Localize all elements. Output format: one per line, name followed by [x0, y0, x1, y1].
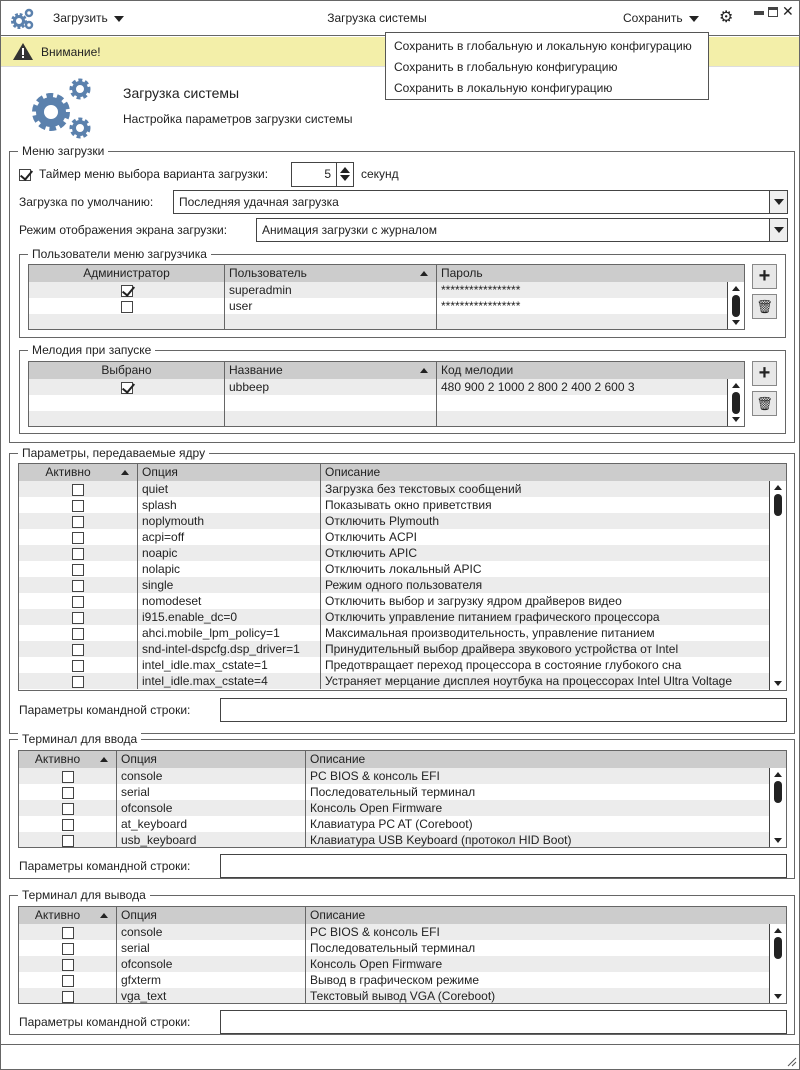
timer-unit: секунд	[361, 167, 399, 181]
table-cell: nomodeset	[137, 593, 320, 609]
row-checkbox[interactable]	[72, 484, 84, 496]
scroll-thumb[interactable]	[732, 295, 740, 317]
row-checkbox-cell[interactable]	[19, 529, 137, 545]
row-checkbox-cell[interactable]	[19, 561, 137, 577]
table-cell: ubbeep	[224, 379, 436, 395]
menu-item-save-local[interactable]: Сохранить в локальную конфигурацию	[394, 81, 613, 95]
table-header	[19, 751, 786, 768]
table-cell: Клавиатура USB Keyboard (протокол HID Boot)	[305, 832, 770, 848]
chevron-down-icon[interactable]	[769, 219, 787, 241]
table-cell: console	[116, 924, 305, 940]
status-bar-divider	[1, 1044, 799, 1045]
window-title: Загрузка системы	[327, 11, 427, 25]
table-row[interactable]	[19, 940, 769, 956]
table-row[interactable]	[19, 657, 769, 673]
table-row[interactable]	[19, 513, 769, 529]
table-cell: nolapic	[137, 561, 320, 577]
row-checkbox-cell[interactable]	[19, 832, 116, 848]
table-row[interactable]	[29, 379, 727, 395]
table-row[interactable]	[19, 816, 769, 832]
warning-text: Внимание!	[41, 45, 101, 59]
row-checkbox[interactable]	[62, 927, 74, 939]
table-cell: Последовательный терминал	[305, 784, 770, 800]
row-checkbox-cell[interactable]	[19, 481, 137, 497]
column-header[interactable]: Пользователь	[224, 265, 416, 282]
column-header[interactable]: Описание	[320, 464, 770, 481]
table-row[interactable]	[19, 545, 769, 561]
trash-icon: 🗑	[756, 299, 773, 314]
table-cell: PC BIOS & консоль EFI	[305, 924, 770, 940]
table-cell: snd-intel-dspcfg.dsp_driver=1	[137, 641, 320, 657]
scroll-thumb[interactable]	[774, 494, 782, 516]
group-legend: Параметры, передаваемые ядру	[18, 446, 209, 460]
scroll-thumb[interactable]	[732, 392, 740, 414]
vertical-scrollbar[interactable]	[769, 768, 786, 847]
table-row[interactable]	[19, 972, 769, 988]
input-cmdline-input[interactable]	[220, 854, 787, 878]
row-checkbox-cell[interactable]	[19, 924, 116, 940]
table-row[interactable]	[29, 395, 727, 411]
column-header[interactable]: Опция	[116, 751, 305, 768]
toolbar	[1, 1, 799, 36]
page-title: Загрузка системы	[123, 85, 240, 101]
row-checkbox-cell[interactable]	[29, 411, 224, 427]
row-checkbox-cell[interactable]	[19, 497, 137, 513]
timer-label: Таймер меню выбора варианта загрузки:	[39, 167, 269, 181]
app-gears-icon	[11, 8, 35, 30]
table-cell: Отключить Plymouth	[320, 513, 770, 529]
table-row[interactable]	[29, 411, 727, 427]
column-header[interactable]: Активно	[34, 752, 81, 766]
row-checkbox-cell[interactable]	[29, 282, 224, 298]
group-legend: Меню загрузки	[18, 144, 108, 158]
table-cell: vga_text	[116, 988, 305, 1004]
table-cell: console	[116, 768, 305, 784]
table-row[interactable]	[19, 924, 769, 940]
table-header	[19, 464, 786, 481]
row-checkbox[interactable]	[72, 644, 84, 656]
maximize-icon[interactable]	[768, 7, 778, 17]
row-checkbox-cell[interactable]	[19, 673, 137, 689]
kernel-cmdline-input[interactable]	[220, 698, 787, 722]
column-header[interactable]: Опция	[116, 907, 305, 924]
table-cell: Показывать окно приветствия	[320, 497, 770, 513]
table-row[interactable]	[19, 768, 769, 784]
row-checkbox[interactable]	[72, 596, 84, 608]
table-cell: PC BIOS & консоль EFI	[305, 768, 770, 784]
table-cell	[436, 411, 736, 427]
output-cmdline-input[interactable]	[220, 1010, 787, 1034]
scroll-down-icon[interactable]	[774, 838, 782, 843]
table-row[interactable]	[29, 282, 727, 298]
display-mode-combobox[interactable]	[256, 218, 788, 242]
group-legend: Мелодия при запуске	[28, 343, 155, 357]
input-cmdline-label: Параметры командной строки:	[19, 859, 191, 873]
group-legend: Терминал для вывода	[18, 888, 150, 902]
display-mode-value: Анимация загрузки с журналом	[262, 223, 437, 237]
row-checkbox[interactable]	[62, 975, 74, 987]
column-header[interactable]: Пароль	[436, 265, 736, 282]
column-header[interactable]: Активно	[34, 908, 81, 922]
row-checkbox-cell[interactable]	[29, 379, 224, 395]
table-cell	[224, 411, 436, 427]
row-checkbox-cell[interactable]	[19, 609, 137, 625]
sort-ascending-icon	[420, 271, 428, 276]
table-cell: Отключить выбор и загрузку ядром драйверов видео	[320, 593, 770, 609]
row-checkbox-cell[interactable]	[29, 298, 224, 314]
row-checkbox[interactable]	[62, 943, 74, 955]
table-cell	[224, 314, 436, 330]
row-checkbox[interactable]	[62, 803, 74, 815]
table-cell: Принудительный выбор драйвера звукового устройства от Intel	[320, 641, 770, 657]
scroll-down-icon[interactable]	[774, 994, 782, 999]
row-checkbox[interactable]	[62, 959, 74, 971]
table-cell: at_keyboard	[116, 816, 305, 832]
row-checkbox[interactable]	[72, 532, 84, 544]
row-checkbox-cell[interactable]	[29, 395, 224, 411]
row-checkbox-cell[interactable]	[19, 545, 137, 561]
scroll-thumb[interactable]	[774, 937, 782, 959]
vertical-scrollbar[interactable]	[727, 282, 744, 329]
table-row[interactable]	[19, 497, 769, 513]
save-menu-button[interactable]	[623, 11, 699, 25]
row-checkbox-cell[interactable]	[19, 577, 137, 593]
resize-grip-icon[interactable]	[785, 1055, 797, 1067]
table-cell: Консоль Open Firmware	[305, 956, 770, 972]
column-header[interactable]: Выбрано	[101, 363, 152, 377]
table-cell: superadmin	[224, 282, 436, 298]
table-cell: noplymouth	[137, 513, 320, 529]
column-header[interactable]: Название	[224, 362, 416, 379]
delete-user-button[interactable]	[752, 294, 777, 319]
table-cell: 480 900 2 1000 2 800 2 400 2 600 3	[436, 379, 736, 395]
row-checkbox[interactable]	[121, 301, 133, 313]
table-row[interactable]	[19, 609, 769, 625]
vertical-scrollbar[interactable]	[769, 924, 786, 1003]
row-checkbox-cell[interactable]	[19, 513, 137, 529]
row-checkbox-cell[interactable]	[19, 988, 116, 1004]
group-legend: Терминал для ввода	[18, 732, 141, 746]
scroll-up-icon[interactable]	[732, 286, 740, 291]
load-label: Загрузить	[53, 11, 108, 25]
column-header[interactable]: Активно	[45, 465, 91, 479]
table-cell: intel_idle.max_cstate=1	[137, 657, 320, 673]
table-cell: user	[224, 298, 436, 314]
spinner-arrows-icon[interactable]	[336, 163, 353, 186]
table-cell: *****************	[436, 282, 736, 298]
row-checkbox[interactable]	[121, 382, 133, 394]
add-melody-button[interactable]: +	[752, 361, 777, 386]
menu-item-save-global[interactable]: Сохранить в глобальную конфигурацию	[394, 60, 618, 74]
table-cell: *****************	[436, 298, 736, 314]
row-checkbox[interactable]	[62, 819, 74, 831]
trash-icon: 🗑	[756, 396, 773, 411]
scroll-up-icon[interactable]	[774, 485, 782, 490]
output-terminal-table	[18, 906, 787, 1004]
kernel-cmdline-label: Параметры командной строки:	[19, 703, 191, 717]
table-row[interactable]	[19, 800, 769, 816]
table-cell: usb_keyboard	[116, 832, 305, 848]
sort-ascending-icon	[121, 470, 129, 475]
timer-spinner[interactable]	[291, 162, 354, 187]
table-cell	[436, 395, 736, 411]
row-checkbox[interactable]	[72, 548, 84, 560]
table-row[interactable]	[19, 481, 769, 497]
delete-melody-button[interactable]	[752, 391, 777, 416]
page-subtitle: Настройка параметров загрузки системы	[123, 112, 353, 126]
table-cell: noapic	[137, 545, 320, 561]
table-row[interactable]	[19, 988, 769, 1004]
users-table	[28, 264, 745, 330]
scroll-down-icon[interactable]	[732, 320, 740, 325]
table-cell: serial	[116, 784, 305, 800]
table-cell: Клавиатура PC AT (Coreboot)	[305, 816, 770, 832]
table-row[interactable]	[19, 529, 769, 545]
table-cell: i915.enable_dc=0	[137, 609, 320, 625]
row-checkbox-cell[interactable]	[19, 784, 116, 800]
settings-gear-icon[interactable]: ⚙	[719, 9, 734, 26]
table-cell	[224, 395, 436, 411]
column-header[interactable]: Описание	[305, 751, 770, 768]
table-cell: Текстовый вывод VGA (Coreboot)	[305, 988, 770, 1004]
row-checkbox[interactable]	[72, 500, 84, 512]
row-checkbox[interactable]	[62, 771, 74, 783]
scroll-up-icon[interactable]	[732, 383, 740, 388]
row-checkbox-cell[interactable]	[19, 657, 137, 673]
column-header[interactable]: Администратор	[83, 266, 170, 280]
row-checkbox[interactable]	[72, 612, 84, 624]
sort-ascending-icon	[100, 913, 108, 918]
chevron-down-icon	[114, 16, 124, 22]
table-cell: Отключить локальный APIC	[320, 561, 770, 577]
table-row[interactable]	[19, 673, 769, 689]
row-checkbox-cell[interactable]	[19, 940, 116, 956]
row-checkbox[interactable]	[72, 580, 84, 592]
row-checkbox[interactable]	[121, 285, 133, 297]
scroll-up-icon[interactable]	[774, 772, 782, 777]
table-cell: quiet	[137, 481, 320, 497]
table-cell: splash	[137, 497, 320, 513]
sort-ascending-icon	[420, 368, 428, 373]
table-row[interactable]	[19, 832, 769, 848]
default-boot-combobox[interactable]	[173, 190, 788, 214]
table-cell: Вывод в графическом режиме	[305, 972, 770, 988]
row-checkbox-cell[interactable]	[29, 314, 224, 330]
table-cell: serial	[116, 940, 305, 956]
table-header	[29, 265, 744, 282]
column-header[interactable]: Код мелодии	[436, 362, 736, 379]
minimize-icon[interactable]	[754, 11, 764, 15]
table-row[interactable]	[29, 298, 727, 314]
row-checkbox-cell[interactable]	[19, 972, 116, 988]
scroll-thumb[interactable]	[774, 781, 782, 803]
table-cell: Последовательный терминал	[305, 940, 770, 956]
table-cell: Устраняет мерцание дисплея ноутбука на процессорах Intel Ultra Voltage	[320, 673, 770, 689]
row-checkbox-cell[interactable]	[19, 956, 116, 972]
row-checkbox[interactable]	[62, 835, 74, 847]
row-checkbox[interactable]	[72, 660, 84, 672]
table-row[interactable]	[19, 625, 769, 641]
table-cell: Загрузка без текстовых сообщений	[320, 481, 770, 497]
vertical-scrollbar[interactable]	[727, 379, 744, 426]
kernel-params-table	[18, 463, 787, 691]
table-cell: Отключить ACPI	[320, 529, 770, 545]
default-boot-value: Последняя удачная загрузка	[179, 195, 339, 209]
table-cell: ahci.mobile_lpm_policy=1	[137, 625, 320, 641]
row-checkbox-cell[interactable]	[19, 768, 116, 784]
table-cell: Консоль Open Firmware	[305, 800, 770, 816]
row-checkbox-cell[interactable]	[19, 593, 137, 609]
chevron-down-icon	[689, 16, 699, 22]
display-mode-label: Режим отображения экрана загрузки:	[19, 223, 228, 237]
system-gears-icon	[27, 76, 95, 142]
menu-item-save-global-local[interactable]: Сохранить в глобальную и локальную конфигурацию	[394, 39, 692, 53]
table-cell: acpi=off	[137, 529, 320, 545]
table-header	[29, 362, 744, 379]
input-terminal-table	[18, 750, 787, 848]
save-label: Сохранить	[623, 11, 683, 25]
chevron-down-icon[interactable]	[769, 191, 787, 213]
table-row[interactable]	[19, 784, 769, 800]
row-checkbox-cell[interactable]	[19, 625, 137, 641]
melody-table	[28, 361, 745, 427]
timer-checkbox[interactable]	[19, 169, 31, 181]
row-checkbox[interactable]	[72, 628, 84, 640]
table-cell: single	[137, 577, 320, 593]
row-checkbox[interactable]	[62, 991, 74, 1003]
table-cell: Отключить APIC	[320, 545, 770, 561]
group-legend: Пользователи меню загрузчика	[28, 247, 211, 261]
column-header[interactable]: Описание	[305, 907, 770, 924]
scroll-down-icon[interactable]	[732, 417, 740, 422]
table-row[interactable]	[19, 956, 769, 972]
table-cell: Отключить управление питанием графического процессора	[320, 609, 770, 625]
load-menu-button[interactable]	[53, 11, 124, 25]
table-cell: Максимальная производительность, управление питанием	[320, 625, 770, 641]
output-cmdline-label: Параметры командной строки:	[19, 1015, 191, 1029]
row-checkbox-cell[interactable]	[19, 800, 116, 816]
warning-icon	[12, 42, 34, 61]
close-icon[interactable]: ✕	[782, 3, 794, 19]
table-row[interactable]	[29, 314, 727, 330]
row-checkbox-cell[interactable]	[19, 816, 116, 832]
row-checkbox[interactable]	[72, 564, 84, 576]
table-cell: ofconsole	[116, 956, 305, 972]
vertical-scrollbar[interactable]	[769, 481, 786, 690]
default-boot-label: Загрузка по умолчанию:	[19, 195, 154, 209]
timer-value: 5	[324, 167, 331, 181]
row-checkbox[interactable]	[62, 787, 74, 799]
row-checkbox-cell[interactable]	[19, 641, 137, 657]
row-checkbox[interactable]	[72, 516, 84, 528]
table-cell: intel_idle.max_cstate=4	[137, 673, 320, 689]
scroll-down-icon[interactable]	[774, 681, 782, 686]
table-row[interactable]	[19, 561, 769, 577]
table-row[interactable]	[19, 641, 769, 657]
row-checkbox[interactable]	[72, 676, 84, 688]
sort-ascending-icon	[100, 757, 108, 762]
table-header	[19, 907, 786, 924]
scroll-up-icon[interactable]	[774, 928, 782, 933]
table-row[interactable]	[19, 577, 769, 593]
column-header[interactable]: Опция	[137, 464, 320, 481]
table-row[interactable]	[19, 593, 769, 609]
table-cell: ofconsole	[116, 800, 305, 816]
table-cell: Предотвращает переход процессора в состояние глубокого сна	[320, 657, 770, 673]
add-user-button[interactable]: +	[752, 264, 777, 289]
table-cell	[436, 314, 736, 330]
table-cell: gfxterm	[116, 972, 305, 988]
table-cell: Режим одного пользователя	[320, 577, 770, 593]
save-dropdown-menu	[385, 32, 709, 100]
